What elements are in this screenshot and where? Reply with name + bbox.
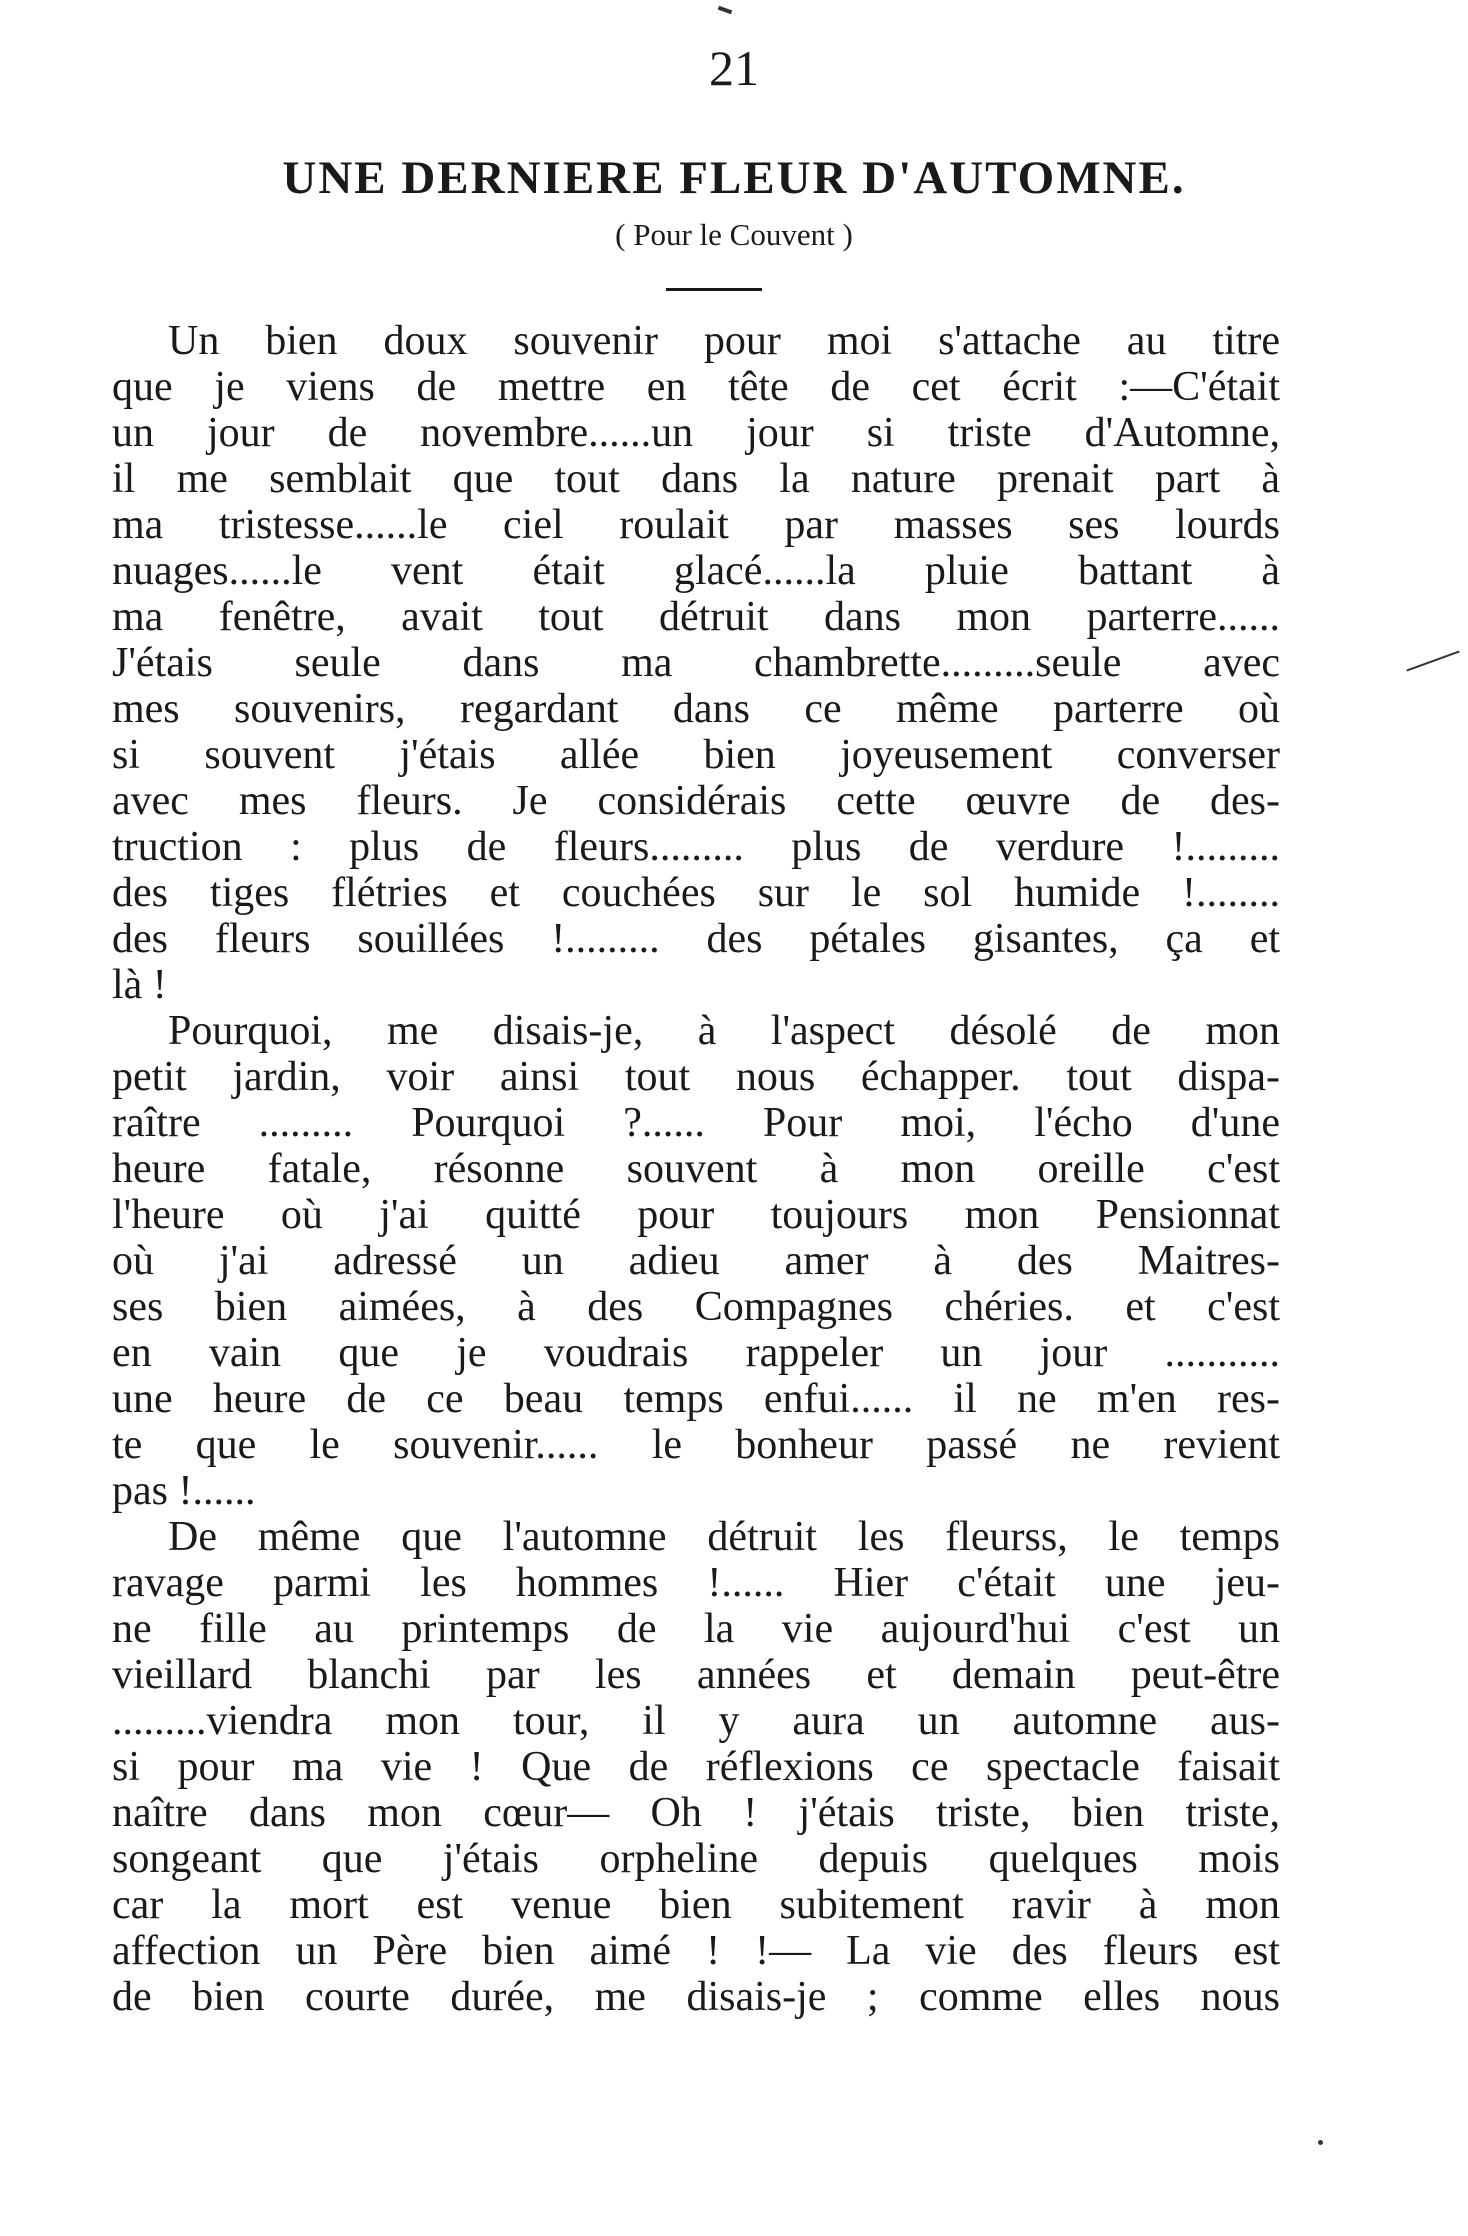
body-text — [112, 318, 1280, 2020]
text-line: affection un Père bien aimé ! !— La vie des fleurs est — [112, 1928, 1280, 1974]
title-rule — [666, 288, 762, 291]
text-line: une heure de ce beau temps enfui...... il ne m'en res- — [112, 1376, 1280, 1422]
text-line: l'heure où j'ai quitté pour toujours mon Pensionnat — [112, 1192, 1280, 1238]
page-number: 21 — [709, 40, 759, 96]
text-line: petit jardin, voir ainsi tout nous échapper. tout dispa- — [112, 1054, 1280, 1100]
text-line: avec mes fleurs. Je considérais cette œuvre de des- — [112, 778, 1280, 824]
text-line: ne fille au printemps de la vie aujourd'hui c'est un — [112, 1606, 1280, 1652]
text-line: naître dans mon cœur— Oh ! j'étais triste, bien triste, — [112, 1790, 1280, 1836]
text-line: ravage parmi les hommes !...... Hier c'était une jeu- — [112, 1560, 1280, 1606]
text-line: te que le souvenir...... le bonheur passé ne revient — [112, 1422, 1280, 1468]
text-line: si pour ma vie ! Que de réflexions ce spectacle faisait — [112, 1744, 1280, 1790]
text-line: de bien courte durée, me disais-je ; comme elles nous — [112, 1974, 1280, 2020]
text-line: truction : plus de fleurs......... plus de verdure !......... — [112, 824, 1280, 870]
text-line: un jour de novembre......un jour si triste d'Automne, — [112, 410, 1280, 456]
margin-dash-mark — [1406, 650, 1459, 671]
text-line: en vain que je voudrais rappeler un jour ........... — [112, 1330, 1280, 1376]
text-line: .........viendra mon tour, il y aura un automne aus- — [112, 1698, 1280, 1744]
top-ink-mark — [718, 6, 733, 15]
bottom-dot-mark — [1318, 2140, 1323, 2145]
text-line: J'étais seule dans ma chambrette.........seule avec — [112, 640, 1280, 686]
text-line: vieillard blanchi par les années et demain peut-être — [112, 1652, 1280, 1698]
text-line: des tiges flétries et couchées sur le sol humide !........ — [112, 870, 1280, 916]
text-line: ma fenêtre, avait tout détruit dans mon parterre...... — [112, 594, 1280, 640]
text-line: songeant que j'étais orpheline depuis quelques mois — [112, 1836, 1280, 1882]
text-line: pas !...... — [112, 1468, 256, 1514]
text-line: que je viens de mettre en tête de cet écrit :—C'était — [112, 364, 1280, 410]
text-line: car la mort est venue bien subitement ravir à mon — [112, 1882, 1280, 1928]
page-subtitle: ( Pour le Couvent ) — [615, 217, 853, 252]
text-line: ses bien aimées, à des Compagnes chéries. et c'est — [112, 1284, 1280, 1330]
text-line: il me semblait que tout dans la nature prenait part à — [112, 456, 1280, 502]
text-line: Pourquoi, me disais-je, à l'aspect désolé de mon — [168, 1008, 1280, 1054]
text-line: Un bien doux souvenir pour moi s'attache au titre — [168, 318, 1280, 364]
text-line: heure fatale, résonne souvent à mon oreille c'est — [112, 1146, 1280, 1192]
text-line: des fleurs souillées !......... des pétales gisantes, ça et — [112, 916, 1280, 962]
text-line: raître ......... Pourquoi ?...... Pour moi, l'écho d'une — [112, 1100, 1280, 1146]
text-line: mes souvenirs, regardant dans ce même parterre où — [112, 686, 1280, 732]
text-line: nuages......le vent était glacé......la pluie battant à — [112, 548, 1280, 594]
text-line: De même que l'automne détruit les fleurss, le temps — [168, 1514, 1280, 1560]
text-line: ma tristesse......le ciel roulait par masses ses lourds — [112, 502, 1280, 548]
page-title: UNE DERNIERE FLEUR D'AUTOMNE. — [282, 152, 1186, 204]
text-line: si souvent j'étais allée bien joyeusement converser — [112, 732, 1280, 778]
text-line: là ! — [112, 962, 167, 1008]
text-line: où j'ai adressé un adieu amer à des Maitres- — [112, 1238, 1280, 1284]
